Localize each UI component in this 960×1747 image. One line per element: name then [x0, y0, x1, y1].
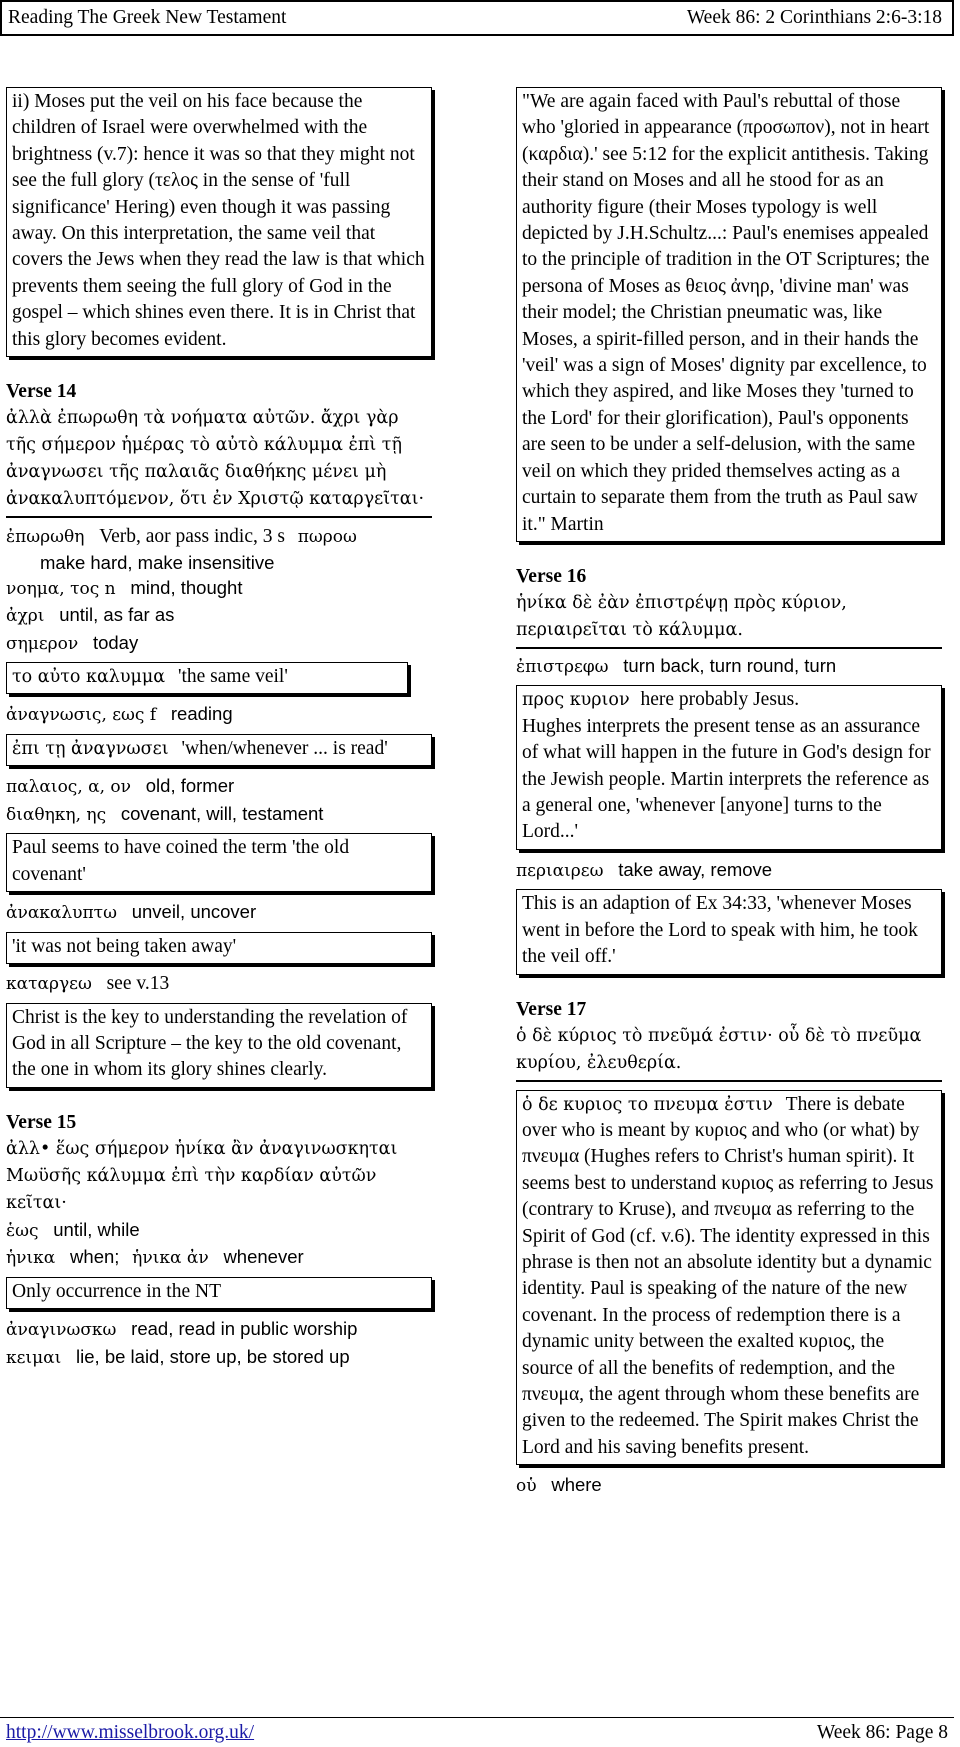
vocab-entry: [6, 1316, 438, 1344]
vocab-entry: [6, 801, 438, 829]
footer-page-number: Week 86: Page 8: [816, 1722, 948, 1743]
vocab-entry: [6, 971, 438, 998]
vocab-entry: [6, 773, 438, 801]
vocab-meaning: covenant, will, testament: [120, 802, 324, 824]
vocab-entry: [6, 524, 438, 551]
vocab-meaning: turn back, turn round, turn: [623, 654, 837, 676]
vocab-root: πωροω: [297, 527, 357, 548]
vocab-greek: ἐπιστρεφω: [516, 656, 609, 677]
header-title: Reading The Greek New Testament: [8, 7, 287, 28]
left-column: [6, 82, 438, 1371]
vocab-greek: ἀναγινωσκω: [6, 1320, 117, 1341]
vocab-entry: [6, 1244, 438, 1272]
note-box-lord-spirit: ὁ δε κυριος το πνευμα ἐστιν There is debate over who is meant by κυριος and who (or what) by πνευμα (Hughes refers to Christ's human spirit). It seems best to understand κυριος as referring to Jesus (contrary to Kruse), and πνευμα as referring to the Spirit of God (cf. v.6). The identity expressed in this phrase is then not an absolute identity but a dynamic identity. Paul is speaking of the nature of the new covenant. In the process of redemption there is a dynamic unity between the exalted κυριος, the source of all the benefits of redemption, and the πνευμα, the agent through whom these benefits are given to the redeemed. The Spirit makes Christ the Lord and his saving benefits present.: [516, 1090, 942, 1466]
vocab-entry: [6, 1217, 438, 1245]
note-box-pros-kurion: προς κυριον here probably Jesus. Hughes interprets the present tense as an assurance of what will happen in the future in God's design for the Jewish people. Martin interprets the reference as a general one, 'whenever [anyone] turns to the Lord...': [516, 685, 942, 849]
vocab-meaning: until, as far as: [59, 604, 175, 626]
note-box-christ-key: Christ is the key to understanding the revelation of God in all Scripture – the key to the old covenant, the one in whom its glory shines clearly.: [6, 1003, 432, 1088]
verse-15-text: ἀλλ• ἕως σήμερον ἡνίκα ἂν ἀναγινωσκηται Μωϋσῆς κάλυμμα ἐπὶ τὴν καρδίαν αὐτῶν κεῖται·: [6, 1138, 398, 1213]
vocab-greek: παλαιος, α, ον: [6, 777, 131, 798]
vocab-entry: [6, 575, 438, 603]
page-header: [0, 0, 954, 36]
vocab-greek: κειμαι: [6, 1347, 62, 1368]
vocab-greek: ἀνακαλυπτω: [6, 903, 117, 924]
note-box-when-read: ἐπι τῃ ἀναγνωσει 'when/whenever ... is read': [6, 734, 432, 766]
vocab-entry: [516, 857, 948, 885]
verse-14-text: ἀλλὰ ἐπωρωθη τὰ νοήματα αὐτῶν. ἄχρι γὰρ τῆς σήμερον ἡμέρας τὸ αὐτὸ κάλυμμα ἐπὶ τῇ ἀναγνωσει τῆς παλαιᾶς διαθήκης μένει μὴ ἀνακαλυπτόμενον, ὅτι ἐν Χριστῷ καταργεῖται·: [6, 405, 432, 518]
vocab-entry: [6, 602, 438, 630]
vocab-greek: ἀναγνωσις, εως f: [6, 705, 157, 726]
note-box-exodus: This is an adaption of Ex 34:33, 'whenever Moses went in before the Lord to speak with him, he took the veil off.': [516, 889, 942, 974]
vocab-greek: ἡνικα: [6, 1248, 56, 1269]
footer-divider: [0, 1717, 954, 1718]
note-box-old-covenant: Paul seems to have coined the term 'the old covenant': [6, 833, 432, 892]
vocab-meaning: read, read in public worship: [131, 1318, 358, 1340]
vocab-greek: καταργεω: [6, 974, 92, 995]
note-box-same-veil: το αὐτο καλυμμα 'the same veil': [6, 662, 408, 694]
vocab-meaning: until, while: [53, 1218, 140, 1240]
vocab-greek: σημερον: [6, 633, 79, 654]
right-column: [516, 82, 948, 1500]
vocab-entry: [6, 1344, 438, 1372]
verse-16-text: ἡνίκα δὲ ἐὰν ἐπιστρέψῃ πρὸς κύριον, περιαιρεῖται τὸ κάλυμμα.: [516, 590, 942, 649]
vocab-meaning: where: [551, 1474, 602, 1496]
vocab-greek: ἑως: [6, 1220, 39, 1241]
vocab-greek: νοημα, τος n: [6, 578, 116, 599]
note-box-not-taken-away: 'it was not being taken away': [6, 932, 432, 964]
vocab-greek: ἐπωρωθη: [6, 527, 85, 548]
vocab-meaning: today: [92, 631, 139, 653]
vocab-meaning: unveil, uncover: [131, 901, 257, 923]
vocab-meaning: make hard, make insensitive: [40, 551, 275, 573]
note-box-moses-veil: ii) Moses put the veil on his face because the children of Israel were overwhelmed with the brightness (v.7): hence it was so that they might not see the full glory (τελος in the sense of 'full significance' Hering) even though it was passing away. On this interpretation, the same veil that covers the Jews when they read the law is that which prevents them seeing the full glory of God in the gospel – which shines even there. It is in Christ that this glory becomes evident.: [6, 87, 432, 357]
vocab-meaning: take away, remove: [618, 858, 773, 880]
vocab-meaning: lie, be laid, store up, be stored up: [76, 1345, 350, 1367]
vocab-meaning: when;: [70, 1246, 120, 1268]
verse-17-text: ὁ δὲ κύριος τὸ πνεῦμά ἐστιν· οὗ δὲ τὸ πνεῦμα κυρίου, ἐλευθερία.: [516, 1023, 942, 1082]
header-week: Week 86: 2 Corinthians 2:6-3:18: [686, 7, 942, 28]
vocab-greek: ἡνικα ἀν: [132, 1248, 209, 1269]
vocab-meaning: see v.13: [106, 973, 170, 995]
vocab-greek: οὑ: [516, 1476, 537, 1497]
note-box-martin-quote: "We are again faced with Paul's rebuttal of those who 'gloried in appearance (προσωπον), not in heart (καρδια).' see 5:12 for the explicit antithesis. Taking their stand on Moses and all he stood for as an authority figure (their Moses typology is well depicted by J.H.Schultz...: Paul's enemises appealed to the principle of tradition in the OT Scriptures; the persona of Moses as θειος ἀνηρ, 'divine man' was their model; the Christian pneumatic was, like Moses, a spirit-filled person, and in their hands the 'veil' was a sign of Moses' dignity par excellence, to which they aspired, and like Moses they 'turned to the Lord' for their glorification), Paul's opponents are seen to be under a self-delusion, with the same veil on which they prided themselves acting as a curtain to separate them from the truth as Paul saw it." Martin: [516, 87, 942, 542]
vocab-meaning: reading: [170, 703, 233, 725]
verse-17-heading: Verse 17: [516, 998, 587, 1020]
vocab-meaning: old, former: [145, 775, 235, 797]
footer-url-link[interactable]: http://www.misselbrook.org.uk/: [6, 1722, 255, 1743]
vocab-entry: [6, 899, 438, 927]
note-box-only-occurrence: Only occurrence in the NT: [6, 1277, 432, 1309]
vocab-entry: [6, 701, 438, 729]
vocab-meaning: mind, thought: [130, 576, 243, 598]
verse-14-heading: Verse 14: [6, 381, 77, 403]
vocab-greek: διαθηκη, ης: [6, 804, 107, 825]
verse-16-heading: Verse 16: [516, 565, 587, 587]
verse-15-heading: Verse 15: [6, 1111, 77, 1133]
vocab-entry: [516, 1472, 948, 1500]
vocab-parse: Verb, aor pass indic, 3 s: [99, 526, 285, 548]
vocab-greek: περιαιρεω: [516, 860, 604, 881]
vocab-entry: [6, 630, 438, 658]
vocab-meaning: whenever: [223, 1246, 304, 1268]
vocab-entry: [516, 653, 948, 681]
vocab-greek: ἀχρι: [6, 606, 45, 627]
